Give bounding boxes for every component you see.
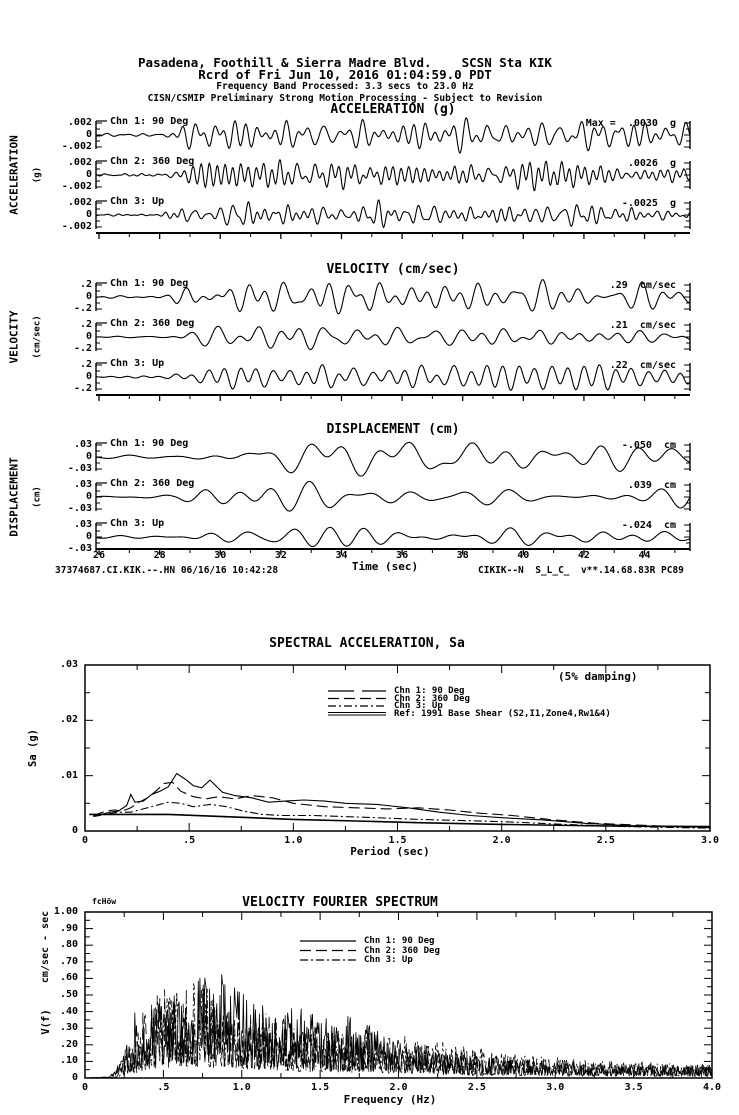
velocity-section-title: VELOCITY (cm/sec) xyxy=(326,262,460,277)
fourier-spectrum-title: VELOCITY FOURIER SPECTRUM xyxy=(242,895,438,910)
fourier-y-tick-label: .70 xyxy=(59,955,78,967)
seismic-trace xyxy=(96,527,690,546)
peak-value-label: .29 cm/sec xyxy=(609,280,676,291)
legend-label: Chn 1: 90 Deg xyxy=(364,936,435,946)
channel-label: Chn 3: Up xyxy=(110,196,165,207)
sa-x-tick-label: .5 xyxy=(183,835,196,846)
peak-value-label: .039 cm xyxy=(627,480,676,491)
channel-label: Chn 1: 90 Deg xyxy=(110,116,189,127)
time-tick-label: 34 xyxy=(335,550,348,561)
acceleration-y-axis-label: ACCELERATION xyxy=(7,135,21,215)
fourier-x-tick-label: 1.0 xyxy=(232,1082,251,1093)
fourier-y-tick-label: .10 xyxy=(59,1055,78,1067)
time-tick-label: 38 xyxy=(456,550,469,561)
amplitude-tick-label: 0 xyxy=(85,209,92,220)
time-axis-label: Time (sec) xyxy=(351,560,419,573)
time-tick-label: 40 xyxy=(517,550,530,561)
fourier-y-tick-label: .40 xyxy=(59,1005,78,1017)
seismic-trace xyxy=(96,326,690,349)
fourier-y-tick-label: 1.00 xyxy=(53,906,78,917)
frequency-axis-label: Frequency (Hz) xyxy=(343,1093,437,1106)
fourier-y-tick-label: .50 xyxy=(59,989,78,1000)
fourier-x-tick-label: 3.5 xyxy=(624,1082,643,1093)
amplitude-tick-label: .002 xyxy=(67,157,92,168)
legend-label: Chn 3: Up xyxy=(364,955,413,965)
seismic-trace xyxy=(96,200,690,227)
fourier-x-tick-label: 3.0 xyxy=(546,1082,565,1093)
acceleration-y-axis-unit: (g) xyxy=(32,166,43,184)
amplitude-tick-label: -.03 xyxy=(67,503,92,514)
fourier-x-tick-label: 4.0 xyxy=(702,1082,722,1093)
processing-id-text: CIKIK--N S_L_C_ v**.14.68.83R PC89 xyxy=(478,565,684,576)
peak-value-label: Max = .0030 g xyxy=(585,118,676,129)
amplitude-tick-label: 0 xyxy=(85,491,92,502)
amplitude-tick-label: .2 xyxy=(79,359,92,370)
fourier-x-tick-label: .5 xyxy=(157,1082,170,1093)
amplitude-tick-label: -.03 xyxy=(67,463,92,474)
amplitude-tick-label: -.002 xyxy=(61,181,92,192)
sa-y-tick-label: .02 xyxy=(59,714,78,726)
amplitude-tick-label: 0 xyxy=(85,169,92,180)
station-title: Pasadena, Foothill & Sierra Madre Blvd. SCSN Sta KIK xyxy=(138,55,552,70)
time-tick-label: 26 xyxy=(92,550,106,561)
legend-label: Chn 1: 90 Deg xyxy=(394,686,465,696)
fourier-y-tick-label: .20 xyxy=(59,1038,78,1050)
fourier-x-tick-label: 2.0 xyxy=(389,1082,408,1093)
channel-label: Chn 1: 90 Deg xyxy=(110,438,189,449)
sa-x-tick-label: 1.0 xyxy=(284,835,303,846)
displacement-y-axis-unit: (cm) xyxy=(32,486,43,508)
sa-x-tick-label: 1.5 xyxy=(388,835,407,846)
period-axis-label: Period (sec) xyxy=(350,845,430,858)
sa-x-tick-label: 2.0 xyxy=(492,835,511,846)
amplitude-tick-label: .002 xyxy=(67,117,92,128)
amplitude-tick-label: 0 xyxy=(85,371,92,382)
time-tick-label: 28 xyxy=(153,550,166,561)
peak-value-label: -.024 cm xyxy=(621,520,676,531)
amplitude-tick-label: .03 xyxy=(73,479,92,490)
amplitude-tick-label: .03 xyxy=(73,519,92,530)
amplitude-tick-label: 0 xyxy=(85,129,92,140)
fourier-x-tick-label: 0 xyxy=(81,1082,89,1093)
time-tick-label: 42 xyxy=(577,550,590,561)
time-tick-label: 32 xyxy=(274,550,287,561)
fourier-y-tick-label: .80 xyxy=(59,939,78,951)
fourier-y-tick-label: 0 xyxy=(71,1072,78,1083)
record-id-text: 37374687.CI.KIK.--.HN 06/16/16 10:42:28 xyxy=(55,565,279,576)
time-tick-label: 44 xyxy=(638,550,651,561)
amplitude-tick-label: -.002 xyxy=(61,141,92,152)
amplitude-tick-label: 0 xyxy=(85,531,92,542)
time-tick-label: 36 xyxy=(396,550,409,561)
processing-note: CISN/CSMIP Preliminary Strong Motion Processing - Subject to Revision xyxy=(147,92,543,104)
amplitude-tick-label: 0 xyxy=(85,451,92,462)
sa-x-tick-label: 0 xyxy=(81,835,89,846)
sa-x-tick-label: 2.5 xyxy=(596,835,615,846)
legend-label: Chn 3: Up xyxy=(394,701,443,711)
legend-label: Chn 2: 360 Deg xyxy=(364,945,440,956)
fourier-y-axis-label: V(f) xyxy=(39,1009,52,1035)
amplitude-tick-label: -.03 xyxy=(67,543,92,554)
channel-label: Chn 2: 360 Deg xyxy=(110,318,195,329)
fourier-y-tick-label: .90 xyxy=(59,922,78,934)
amplitude-tick-label: .2 xyxy=(79,279,92,290)
amplitude-tick-label: -.002 xyxy=(61,221,92,232)
fourier-y-axis-units: cm/sec - sec xyxy=(40,910,51,984)
channel-label: Chn 3: Up xyxy=(110,518,165,529)
acceleration-section-title: ACCELERATION (g) xyxy=(330,102,456,117)
peak-value-label: -.0025 g xyxy=(621,198,676,209)
displacement-section-title: DISPLACEMENT (cm) xyxy=(326,422,460,437)
seismic-trace xyxy=(96,365,690,391)
amplitude-tick-label: .2 xyxy=(79,319,92,330)
sa-y-tick-label: .01 xyxy=(59,769,78,781)
amplitude-tick-label: -.2 xyxy=(73,383,92,394)
frequency-band-note: Frequency Band Processed: 3.3 secs to 23.0 Hz xyxy=(216,81,474,92)
spectral-acceleration-title: SPECTRAL ACCELERATION, Sa xyxy=(269,636,465,651)
fourier-y-tick-label: .30 xyxy=(59,1022,78,1034)
displacement-y-axis-label: DISPLACEMENT xyxy=(7,457,21,537)
peak-value-label: .0026 g xyxy=(627,158,676,169)
sa-y-axis-label: Sa (g) xyxy=(26,729,39,767)
channel-label: Chn 2: 360 Deg xyxy=(110,156,195,167)
peak-value-label: .21 cm/sec xyxy=(609,320,676,331)
legend-label: Chn 2: 360 Deg xyxy=(394,693,470,704)
channel-label: Chn 1: 90 Deg xyxy=(110,278,189,289)
fourier-x-tick-label: 1.5 xyxy=(311,1082,330,1093)
sa-x-tick-label: 3.0 xyxy=(700,835,720,846)
legend-label: Ref: 1991 Base Shear (S2,I1,Zone4,Rw1&4) xyxy=(394,708,611,719)
amplitude-tick-label: .03 xyxy=(73,439,92,450)
amplitude-tick-label: 0 xyxy=(85,291,92,302)
damping-note: (5% damping) xyxy=(558,670,638,683)
peak-value-label: -.050 cm xyxy=(621,440,676,451)
channel-label: Chn 3: Up xyxy=(110,358,165,369)
sa-y-tick-label: 0 xyxy=(71,825,78,836)
amplitude-tick-label: 0 xyxy=(85,331,92,342)
time-tick-label: 30 xyxy=(214,550,227,561)
record-datetime: Rcrd of Fri Jun 10, 2016 01:04:59.0 PDT xyxy=(198,66,492,82)
filter-corner-label: fcHöw xyxy=(92,897,117,906)
amplitude-tick-label: -.2 xyxy=(73,303,92,314)
sa-curve xyxy=(93,782,710,827)
amplitude-tick-label: -.2 xyxy=(73,343,92,354)
report-header xyxy=(0,57,690,103)
channel-label: Chn 2: 360 Deg xyxy=(110,478,195,489)
amplitude-tick-label: .002 xyxy=(67,197,92,208)
fourier-x-tick-label: 2.5 xyxy=(467,1082,486,1093)
velocity-y-axis-unit: (cm/sec) xyxy=(32,315,43,359)
sa-y-tick-label: .03 xyxy=(59,659,78,670)
velocity-y-axis-label: VELOCITY xyxy=(7,310,21,364)
fourier-curve xyxy=(85,974,712,1078)
fourier-y-tick-label: .60 xyxy=(59,972,78,984)
peak-value-label: .22 cm/sec xyxy=(609,360,676,371)
